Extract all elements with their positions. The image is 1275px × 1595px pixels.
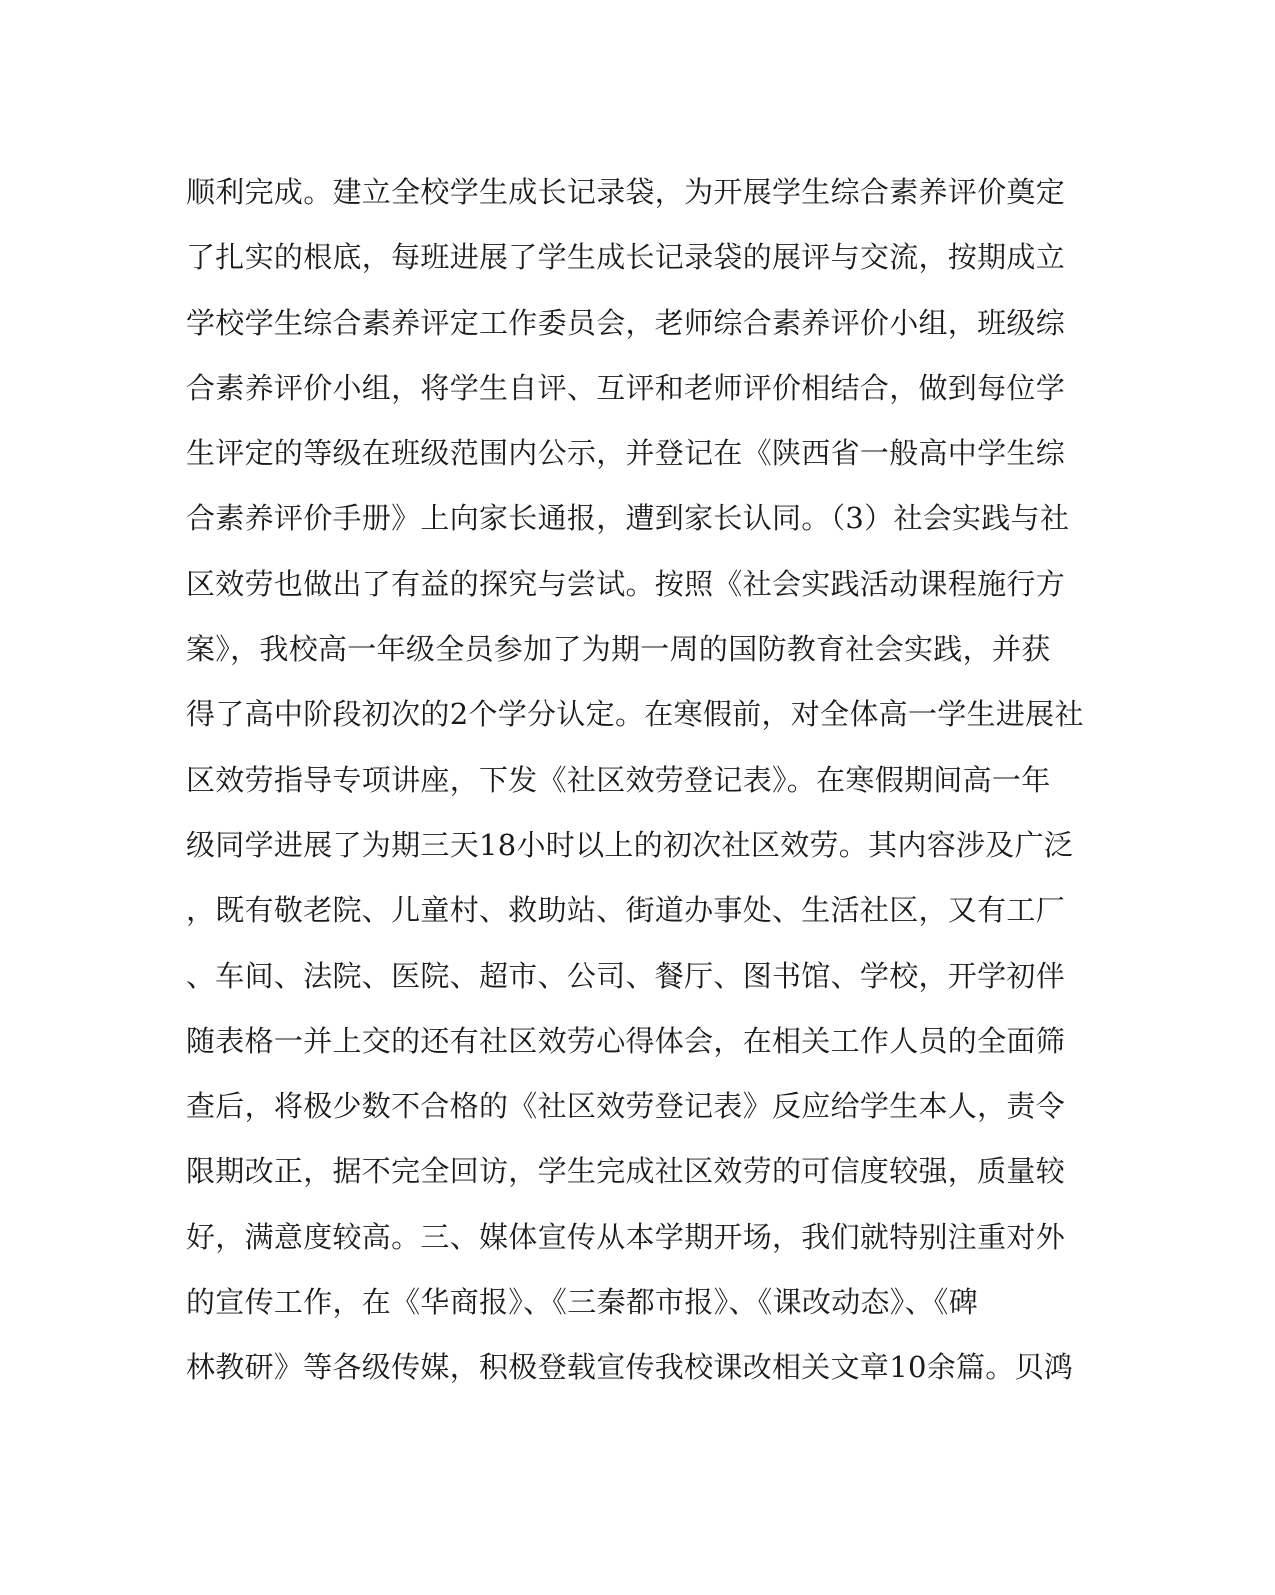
text-line: 得了高中阶段初次的2个学分认定。在寒假前，对全体高一学生进展社 [186, 697, 1084, 732]
text-line: 了扎实的根底，每班进展了学生成长记录袋的展评与交流，按期成立 [186, 240, 1066, 275]
text-line: ，既有敬老院、儿童村、救助站、街道办事处、生活社区，又有工厂 [186, 893, 1066, 928]
text-line: 限期改正，据不完全回访，学生完成社区效劳的可信度较强，质量较 [186, 1154, 1066, 1189]
text-line: 林教研》等各级传媒，积极登载宣传我校课改相关文章10余篇。贝鸿 [186, 1350, 1074, 1385]
text-line: 的宣传工作，在《华商报》、《三秦都市报》、《课改动态》、《碑 [186, 1285, 979, 1320]
text-line: 好，满意度较高。三、媒体宣传从本学期开场，我们就特别注重对外 [186, 1219, 1066, 1254]
text-line: 区效劳指导专项讲座，下发《社区效劳登记表》。在寒假期间高一年 [186, 762, 1051, 797]
text-line: 生评定的等级在班级范围内公示，并登记在《陕西省一般高中学生综 [186, 436, 1066, 471]
text-line: 合素养评价手册》上向家长通报，遭到家长认同。（3）社会实践与社 [186, 501, 1070, 536]
text-line: 案》，我校高一年级全员参加了为期一周的国防教育社会实践，并获 [186, 632, 1051, 667]
text-line: 、车间、法院、医院、超市、公司、餐厅、图书馆、学校，开学初伴 [186, 958, 1066, 993]
text-line: 查后，将极少数不合格的《社区效劳登记表》反应给学生本人，责令 [186, 1089, 1066, 1124]
text-line: 合素养评价小组，将学生自评、互评和老师评价相结合，做到每位学 [186, 370, 1066, 405]
text-line: 随表格一并上交的还有社区效劳心得体会，在相关工作人员的全面筛 [186, 1023, 1066, 1058]
text-line: 学校学生综合素养评定工作委员会，老师综合素养评价小组，班级综 [186, 305, 1066, 340]
text-line: 级同学进展了为期三天18小时以上的初次社区效劳。其内容涉及广泛 [186, 827, 1074, 862]
text-line: 区效劳也做出了有益的探究与尝试。按照《社会实践活动课程施行方 [186, 566, 1066, 601]
text-line: 顺利完成。建立全校学生成长记录袋，为开展学生综合素养评价奠定 [186, 175, 1066, 209]
body-text [186, 160, 1086, 1401]
